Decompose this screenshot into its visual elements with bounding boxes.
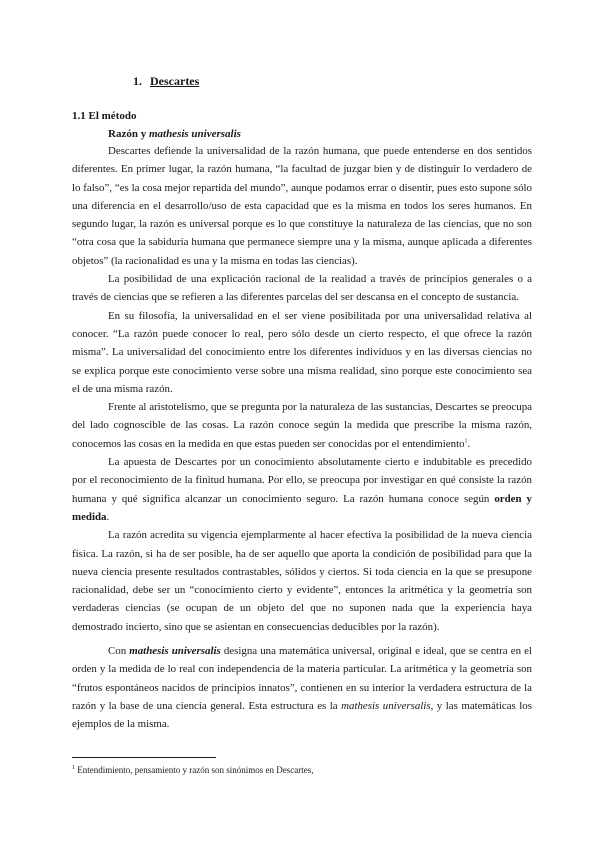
- section-title: 1.1 El método: [72, 110, 137, 122]
- paragraph-6: La razón acredita su vigencia ejemplarmente al hacer efectiva la posibilidad de la nueva ciencia física. La razón, si ha de ser posible, ha de ser aquello que aporta la condición de posibilidad para que la nueva ciencia presente resultados contrastables, sólidos y ciertos. Si toda ciencia en la que se presupone racionalidad, debe ser un “conocimiento cierto y evidente”, entonces la aritmética y la geometría son verdaderas ciencias (se ocupan de un objeto del que no suponen nada que la experiencia haya demostrado incierto, sino que se asientan en consecuencias deducibles por la razón).: [72, 529, 532, 633]
- paragraph-4: [72, 398, 532, 453]
- paragraph-5-text: La apuesta de Descartes por un conocimiento absolutamente cierto e indubitable es precedido por el reconocimiento de la finitud humana. Por ello, se preocupa por investigar en qué consiste la razón humana y qué significa alcanzar un conocimiento seguro. La razón humana conoce según: [72, 456, 532, 505]
- footnote-text: Entendimiento, pensamiento y razón son sinónimos en Descartes,: [75, 765, 314, 775]
- chapter-heading: [133, 72, 199, 90]
- body-text: [72, 142, 532, 734]
- subsection-italic: mathesis universalis: [148, 128, 241, 140]
- subsection-title: [108, 125, 241, 143]
- paragraph-3: En su filosofía, la universalidad en el ser viene posibilitada por una universalidad relativa al conocer. “La razón puede conocer lo real, pero sólo desde un cierto respecto, el que ofrece la razón misma”. La universalidad del conocimiento entre los diferentes individuos y en las diversas ciencias no se explica porque este conocimiento verse sobre una misma realidad, sino porque este conocimiento sea el de una misma razón.: [72, 309, 532, 395]
- paragraph-5: [72, 453, 532, 526]
- paragraph-5-bold: orden y medida: [72, 492, 532, 523]
- paragraph-7-text: designa una matemática universal, original e ideal, que se centra en el orden y la medida de lo real con independencia de la materia particular. La aritmética y la geometría son “frutos espontáneos nacidos de principios innatos”, contienen en su interior la verdadera estructura de la razón y la base de una ciencia general. Esta estructura es la: [72, 645, 532, 712]
- paragraph-1: Descartes defiende la universalidad de la razón humana, que puede entenderse en dos sentidos diferentes. En primer lugar, la razón humana, “la facultad de juzgar bien y de distinguir lo verdadero de lo falso”, “es la cosa mejor repartida del mundo”, aunque podamos errar o disentir, pues esto supone sólo una diferencia en el desarrollo/uso de esta capacidad que es la misma en todos los seres humanos. En segundo lugar, la razón es universal porque es lo que constituye la naturaleza de las ciencias, que no son “otra cosa que la sabiduría humana que permanece siempre una y la misma, aunque aplicada a diferentes objetos” (la racionalidad es una y la misma en todas las ciencias).: [72, 145, 532, 267]
- paragraph-7: [72, 642, 532, 733]
- chapter-number: 1.: [133, 74, 142, 88]
- paragraph-7-end: , y las matemáticas los ejemplos de la misma.: [72, 699, 532, 731]
- paragraph-2: La posibilidad de una explicación racional de la realidad a través de principios generales o a través de ciencias que se refieren a las diferentes parcelas del ser descansa en el concepto de sustancia.: [72, 273, 532, 304]
- chapter-title: Descartes: [150, 74, 200, 88]
- paragraph-7-lead: Con: [108, 645, 130, 658]
- paragraph-4-text: Frente al aristotelismo, que se pregunta por la naturaleza de las sustancias, Descartes se preocupa del lado cognoscible de las cosas. La razón conoce según la medida que prescribe la misma razón, conocemos las cosas en la medida en que estas pueden ser conocidas por el entendimiento: [72, 401, 532, 450]
- footnote-divider: [72, 757, 216, 758]
- footnote-mark: 1: [72, 765, 75, 771]
- footnote: [72, 763, 313, 777]
- paragraph-7-italic: mathesis universalis: [341, 699, 431, 712]
- paragraph-4-end: .: [467, 437, 471, 450]
- paragraph-5-end: .: [106, 510, 110, 523]
- subsection-lead: Razón y: [108, 128, 149, 140]
- footnote-ref[interactable]: 1: [464, 438, 468, 445]
- paragraph-7-bold-italic: mathesis universalis: [129, 645, 221, 658]
